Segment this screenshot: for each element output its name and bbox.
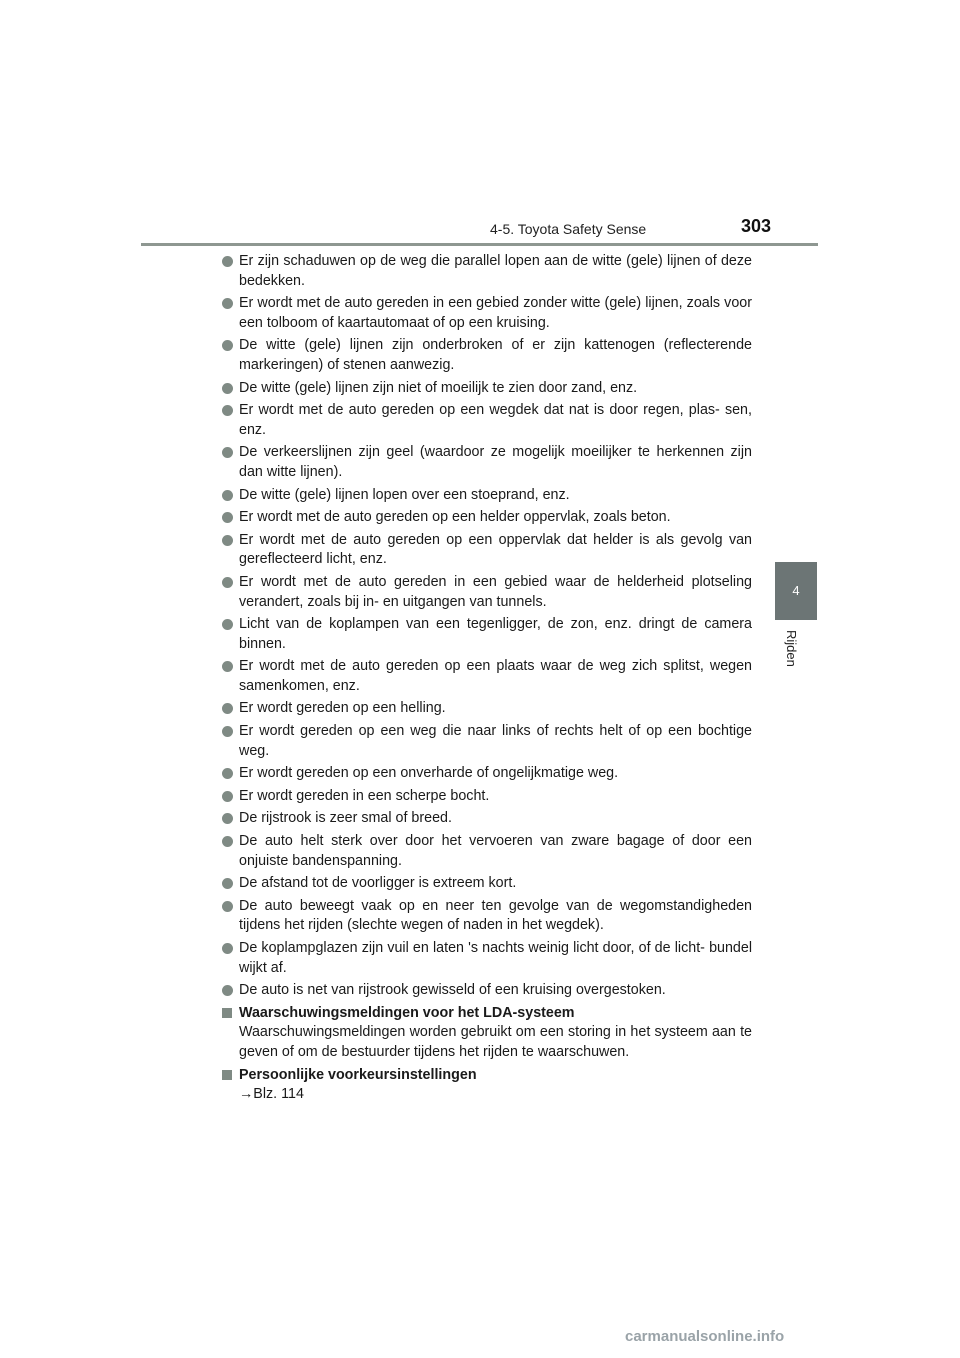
list-item-text: Er wordt met de auto gereden op een helder oppervlak, zoals beton. bbox=[239, 509, 671, 526]
list-item bbox=[222, 252, 752, 291]
warning-messages-heading bbox=[222, 1004, 752, 1024]
bullet-dot-icon bbox=[222, 703, 233, 714]
list-item-text: De witte (gele) lijnen zijn niet of moeilijk te zien door zand, enz. bbox=[239, 379, 638, 396]
bullet-dot-icon bbox=[222, 490, 233, 501]
list-item-text: De afstand tot de voorligger is extreem kort. bbox=[239, 875, 517, 892]
list-item bbox=[222, 939, 752, 978]
bullet-dot-icon bbox=[222, 943, 233, 954]
page-content bbox=[222, 252, 752, 1105]
list-item bbox=[222, 874, 752, 894]
list-item-text: Er wordt gereden op een weg die naar links of rechts helt of op een bochtige weg. bbox=[239, 723, 752, 759]
list-item bbox=[222, 573, 752, 612]
list-item-text: De auto beweegt vaak op en neer ten gevolge van de wegomstandigheden tijdens het rijden (slechte wegen of naden in het wegdek). bbox=[239, 897, 752, 934]
square-bullet-icon bbox=[222, 1008, 232, 1018]
header-divider bbox=[141, 243, 818, 246]
list-item-text: Er wordt gereden op een onverharde of ongelijkmatige weg. bbox=[239, 765, 619, 782]
bullet-dot-icon bbox=[222, 836, 233, 847]
bullet-dot-icon bbox=[222, 256, 233, 267]
bullet-dot-icon bbox=[222, 726, 233, 737]
list-item-text: De witte (gele) lijnen lopen over een stoeprand, enz. bbox=[239, 486, 570, 503]
bullet-dot-icon bbox=[222, 298, 233, 309]
list-item bbox=[222, 809, 752, 829]
list-item-text: Er wordt gereden in een scherpe bocht. bbox=[239, 787, 490, 804]
list-item-text: Licht van de koplampen van een tegenligger, de zon, enz. dringt de camera binnen. bbox=[239, 616, 752, 652]
bullet-dot-icon bbox=[222, 813, 233, 824]
square-bullet-icon bbox=[222, 1070, 232, 1080]
list-item-text: Er wordt met de auto gereden op een wegdek dat nat is door regen, plas- sen, enz. bbox=[239, 402, 752, 438]
chapter-label: Rijden bbox=[784, 630, 799, 667]
section-title: 4-5. Toyota Safety Sense bbox=[490, 221, 647, 237]
bullet-dot-icon bbox=[222, 535, 233, 546]
bullet-dot-icon bbox=[222, 878, 233, 889]
list-item bbox=[222, 379, 752, 399]
bullet-dot-icon bbox=[222, 340, 233, 351]
list-item bbox=[222, 443, 752, 482]
bullet-dot-icon bbox=[222, 577, 233, 588]
list-item-text: Er wordt met de auto gereden op een oppervlak dat helder is als gevolg van gereflecteerd licht, enz. bbox=[239, 531, 752, 568]
watermark: carmanualsonline.info bbox=[625, 1328, 785, 1345]
page-header bbox=[0, 0, 960, 250]
bullet-dot-icon bbox=[222, 901, 233, 912]
list-item-text: De witte (gele) lijnen zijn onderbroken of er zijn kattenogen (reflecterende markeringen) of stenen aanwezig. bbox=[239, 337, 752, 373]
list-item-text: De verkeerslijnen zijn geel (waardoor ze mogelijk moeilijker te herkennen zijn dan witte lijnen). bbox=[239, 444, 752, 480]
bullet-dot-icon bbox=[222, 512, 233, 523]
page-number: 303 bbox=[741, 216, 772, 236]
list-item bbox=[222, 699, 752, 719]
chapter-number: 4 bbox=[792, 583, 800, 598]
bullet-dot-icon bbox=[222, 791, 233, 802]
warning-messages-body: Waarschuwingsmeldingen worden gebruikt om een storing in het systeem aan te geven of om de bestuurder tijdens het rijden te waarschuwen. bbox=[239, 1024, 752, 1060]
bullet-dot-icon bbox=[222, 383, 233, 394]
list-item bbox=[222, 722, 752, 761]
bullet-dot-icon bbox=[222, 985, 233, 996]
list-item-text: De auto helt sterk over door het vervoeren van zware bagage of door een onjuiste bandenspanning. bbox=[239, 833, 752, 869]
bullet-dot-icon bbox=[222, 619, 233, 630]
list-item bbox=[222, 336, 752, 375]
warning-messages-title: Waarschuwingsmeldingen voor het LDA-systeem bbox=[239, 1004, 575, 1021]
bullet-dot-icon bbox=[222, 661, 233, 672]
list-item-text: De auto is net van rijstrook gewisseld of een kruising overgestoken. bbox=[239, 982, 666, 999]
list-item bbox=[222, 787, 752, 807]
list-item bbox=[222, 832, 752, 871]
list-item bbox=[222, 615, 752, 654]
list-item-text: Er zijn schaduwen op de weg die parallel lopen aan de witte (gele) lijnen of deze bedekken. bbox=[239, 253, 752, 289]
list-item-text: Er wordt met de auto gereden in een gebied zonder witte (gele) lijnen, zoals voor een tolboom of kaartautomaat of op een kruising. bbox=[239, 295, 752, 331]
personal-settings-heading bbox=[222, 1066, 752, 1086]
list-item-text: De rijstrook is zeer smal of breed. bbox=[239, 810, 452, 827]
bullet-dot-icon bbox=[222, 447, 233, 458]
personal-settings-title: Persoonlijke voorkeursinstellingen bbox=[239, 1066, 477, 1083]
list-item-text: Er wordt met de auto gereden in een gebied waar de helderheid plotseling verandert, zoals bij in- en uitgangen van tunnels. bbox=[239, 573, 752, 610]
list-item bbox=[222, 508, 752, 528]
chapter-tab[interactable] bbox=[775, 562, 817, 620]
list-item bbox=[222, 981, 752, 1001]
list-item bbox=[222, 657, 752, 696]
list-item bbox=[222, 294, 752, 333]
page-reference-link[interactable]: →Blz. 114 bbox=[239, 1086, 304, 1103]
list-item-text: De koplampglazen zijn vuil en laten 's nachts weinig licht door, of de licht- bundel wijkt af. bbox=[239, 940, 752, 976]
list-item-text: Er wordt gereden op een helling. bbox=[239, 700, 446, 717]
list-item bbox=[222, 764, 752, 784]
bullet-dot-icon bbox=[222, 768, 233, 779]
list-item-text: Er wordt met de auto gereden op een plaats waar de weg zich splitst, wegen samenkomen, enz. bbox=[239, 658, 752, 694]
list-item bbox=[222, 897, 752, 936]
condition-list bbox=[222, 252, 752, 1001]
list-item bbox=[222, 401, 752, 440]
bullet-dot-icon bbox=[222, 405, 233, 416]
list-item bbox=[222, 531, 752, 570]
list-item bbox=[222, 486, 752, 506]
